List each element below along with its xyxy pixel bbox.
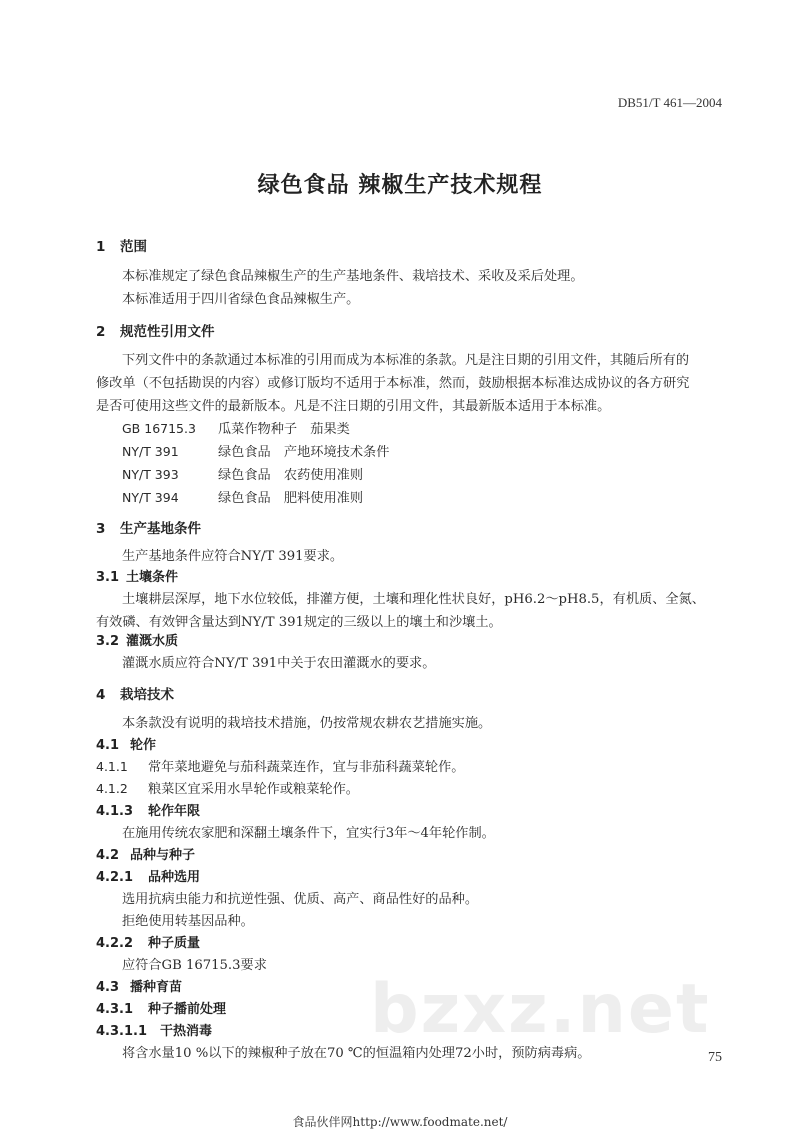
section-3-heading	[96, 517, 201, 537]
clause-4-1-1-number: 4.1.1	[96, 759, 128, 774]
reference-item	[122, 487, 363, 506]
section-1-paragraph-2: 本标准适用于四川省绿色食品辣椒生产。	[122, 292, 360, 307]
clause-4-2-1-heading	[96, 866, 200, 885]
clause-4-1-1	[96, 756, 465, 775]
subsection-4-3-number: 4.3	[96, 980, 120, 995]
section-4-title: 栽培技术	[120, 687, 174, 703]
watermark: bzxz.net	[370, 970, 711, 1049]
clause-4-2-2-number: 4.2.2	[96, 936, 134, 951]
clause-4-2-2-paragraph: 应符合GB 16715.3要求	[122, 958, 267, 973]
subsection-3-1-line-2: 有效磷、有效钾含量达到NY/T 391规定的三级以上的壤土和沙壤土。	[96, 615, 502, 630]
section-1-number: 1	[96, 239, 106, 255]
clause-4-3-1-1-title: 干热消毒	[160, 1024, 213, 1039]
section-4-number: 4	[96, 687, 106, 703]
subsection-3-1-line-1: 土壤耕层深厚，地下水位较低，排灌方便，土壤和理化性状良好，pH6.2～pH8.5，有机质、全氮、	[122, 592, 705, 607]
page-footer: 食品伙伴网http://www.foodmate.net/	[292, 1115, 508, 1129]
subsection-4-3-heading	[96, 976, 182, 995]
section-4-heading	[96, 683, 174, 703]
section-2-paragraph-line-1: 下列文件中的条款通过本标准的引用而成为本标准的条款。凡是注日期的引用文件，其随后所有的	[122, 353, 690, 368]
subsection-4-2-heading	[96, 844, 195, 863]
clause-4-1-3-paragraph: 在施用传统农家肥和深翻土壤条件下，宜实行3年～4年轮作制。	[122, 826, 495, 841]
section-3-number: 3	[96, 521, 106, 537]
subsection-4-1-heading	[96, 734, 156, 753]
clause-4-1-1-text: 常年菜地避免与茄科蔬菜连作，宜与非茄科蔬菜轮作。	[148, 760, 465, 775]
reference-item	[122, 418, 350, 437]
section-1-title: 范围	[120, 239, 147, 255]
section-2-paragraph-line-2: 修改单（不包括勘误的内容）或修订版均不适用于本标准，然而，鼓励根据本标准达成协议的各方研究	[96, 376, 690, 391]
clause-4-3-1-1-paragraph: 将含水量10 %以下的辣椒种子放在70 ℃的恒温箱内处理72小时，预防病毒病。	[122, 1046, 591, 1061]
subsection-3-2-title: 灌溉水质	[126, 634, 179, 649]
standard-code: DB51/T 461—2004	[617, 95, 722, 110]
clause-4-2-1-title: 品种选用	[148, 870, 201, 885]
clause-4-1-2	[96, 778, 359, 797]
clause-4-2-1-paragraph-2: 拒绝使用转基因品种。	[122, 914, 254, 929]
reference-code: NY/T 393	[122, 467, 179, 482]
clause-4-3-1-1-number: 4.3.1.1	[96, 1024, 147, 1039]
clause-4-3-1-number: 4.3.1	[96, 1002, 134, 1017]
reference-item	[122, 441, 389, 460]
clause-4-3-1-heading	[96, 998, 226, 1017]
clause-4-1-3-title: 轮作年限	[148, 804, 201, 819]
page-number: 75	[708, 1050, 722, 1065]
subsection-4-2-title: 品种与种子	[130, 848, 196, 863]
subsection-4-1-title: 轮作	[130, 738, 157, 753]
section-1-heading	[96, 235, 147, 255]
section-1-paragraph-1: 本标准规定了绿色食品辣椒生产的生产基地条件、栽培技术、采收及采后处理。	[122, 269, 584, 284]
clause-4-1-3-number: 4.1.3	[96, 804, 134, 819]
reference-code: NY/T 394	[122, 490, 179, 505]
clause-4-3-1-1-heading	[96, 1020, 212, 1039]
subsection-3-2-heading	[96, 630, 178, 649]
section-2-number: 2	[96, 324, 106, 340]
section-3-paragraph: 生产基地条件应符合NY/T 391要求。	[122, 549, 344, 564]
reference-item	[122, 464, 363, 483]
subsection-3-1-heading	[96, 566, 178, 585]
reference-title: 绿色食品 产地环境技术条件	[218, 445, 390, 460]
reference-title: 瓜菜作物种子 茄果类	[218, 422, 350, 437]
clause-4-1-3-heading	[96, 800, 200, 819]
subsection-3-1-number: 3.1	[96, 570, 120, 585]
subsection-3-2-number: 3.2	[96, 634, 120, 649]
subsection-3-2-paragraph: 灌溉水质应符合NY/T 391中关于农田灌溉水的要求。	[122, 656, 436, 671]
reference-title: 绿色食品 农药使用准则	[218, 468, 364, 483]
subsection-4-1-number: 4.1	[96, 738, 120, 753]
section-3-title: 生产基地条件	[120, 521, 201, 537]
subsection-4-2-number: 4.2	[96, 848, 120, 863]
section-2-heading	[96, 320, 215, 340]
clause-4-1-2-text: 粮菜区宜采用水旱轮作或粮菜轮作。	[148, 782, 359, 797]
clause-4-2-2-title: 种子质量	[148, 936, 201, 951]
section-4-paragraph: 本条款没有说明的栽培技术措施，仍按常规农耕农艺措施实施。	[122, 716, 492, 731]
reference-title: 绿色食品 肥料使用准则	[218, 491, 364, 506]
clause-4-1-2-number: 4.1.2	[96, 781, 128, 796]
subsection-3-1-title: 土壤条件	[126, 570, 179, 585]
reference-code: GB 16715.3	[122, 421, 196, 436]
clause-4-2-1-number: 4.2.1	[96, 870, 134, 885]
clause-4-2-1-paragraph-1: 选用抗病虫能力和抗逆性强、优质、高产、商品性好的品种。	[122, 892, 479, 907]
section-2-title: 规范性引用文件	[120, 324, 215, 340]
subsection-4-3-title: 播种育苗	[130, 980, 183, 995]
document-title: 绿色食品 辣椒生产技术规程	[257, 173, 543, 198]
reference-code: NY/T 391	[122, 444, 179, 459]
clause-4-3-1-title: 种子播前处理	[148, 1002, 227, 1017]
section-2-paragraph-line-3: 是否可使用这些文件的最新版本。凡是不注日期的引用文件，其最新版本适用于本标准。	[96, 399, 611, 414]
clause-4-2-2-heading	[96, 932, 200, 951]
